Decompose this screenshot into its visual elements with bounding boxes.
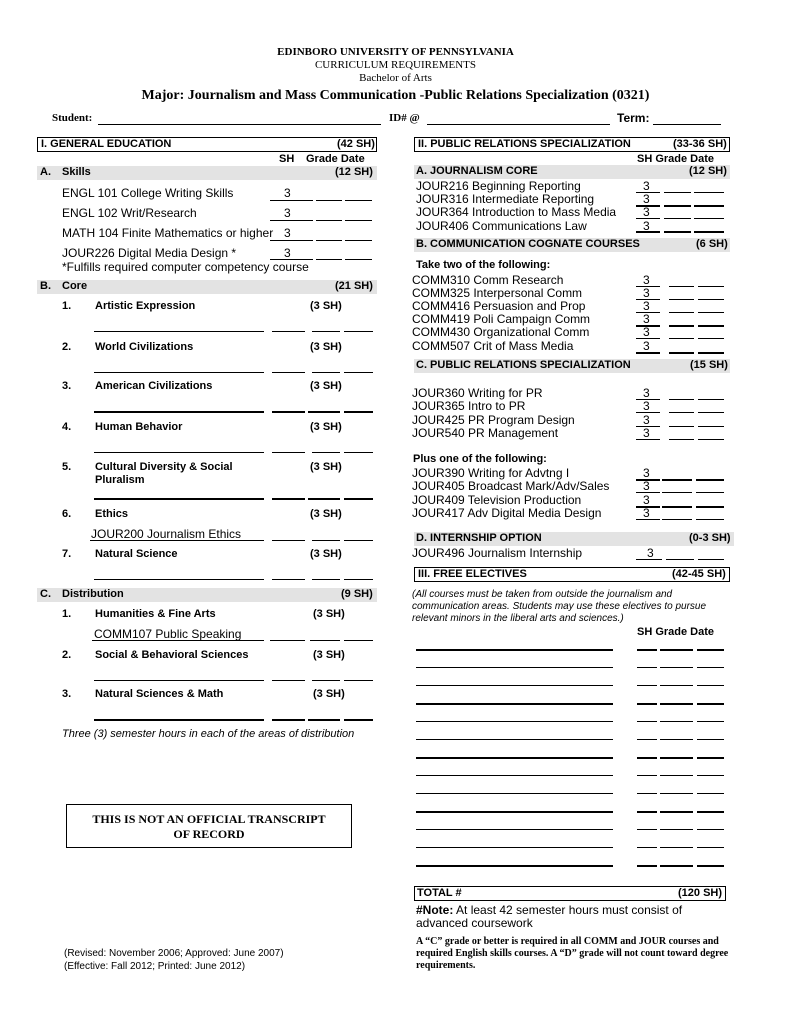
internship-hours: (0-3 SH) [689,532,731,544]
revised-line1: (Revised: November 2006; Approved: June 2007) [64,948,284,959]
skills-course-2: ENGL 102 Writ/Research [62,206,197,220]
cognate-course-3: COMM416 Persuasion and Prop [412,299,586,313]
core-sh-2: (3 SH) [310,341,342,353]
core-sh-3: (3 SH) [310,380,342,392]
pr-option-1: JOUR390 Writing for Advtng I [412,466,570,480]
pr-course-2: JOUR365 Intro to PR [412,399,526,413]
university-name: EDINBORO UNIVERSITY OF PENNSYLVANIA [277,46,514,58]
internship-course: JOUR496 Journalism Internship [412,546,583,560]
document-type: CURRICULUM REQUIREMENTS [314,59,477,71]
pr-option-2: JOUR405 Broadcast Mark/Adv/Sales [412,479,610,493]
skills-sh-1: 3 [284,186,291,200]
skills-sh-3: 3 [284,226,291,240]
elective-entry-line[interactable] [697,739,724,740]
elective-entry-line[interactable] [660,685,693,686]
pr-course-4: JOUR540 PR Management [412,426,559,440]
elective-entry-line[interactable] [660,649,693,651]
pr-option-sh-3: 3 [643,493,650,507]
elective-entry-line[interactable] [416,757,613,759]
student-field[interactable] [98,124,381,125]
electives-note-1: (All courses must be taken from outside the journalism and [412,589,673,600]
core-hours: (21 SH) [335,280,373,292]
grade-note-1: A “C” grade or better is required in all COMM and JOUR courses and [416,936,719,947]
dist-item-3: Natural Sciences & Math [95,688,224,700]
elective-entry-line[interactable] [416,775,613,776]
total-label: TOTAL # [417,887,462,899]
elective-entry-line[interactable] [697,811,724,813]
pr-sh-4: 3 [643,426,650,440]
elective-entry-line[interactable] [660,721,693,722]
dist-sh-2: (3 SH) [313,649,345,661]
student-label: Student: [52,112,93,124]
humanities-course: COMM107 Public Speaking [94,627,242,641]
cognate-course-1: COMM310 Comm Research [412,273,564,287]
distribution-title: Distribution [62,588,124,600]
pr-spec-title: II. PUBLIC RELATIONS SPECIALIZATION [418,138,631,150]
jcore-course-2: JOUR316 Intermediate Reporting [416,192,595,206]
cognate-course-2: COMM325 Interpersonal Comm [412,286,583,300]
elective-entry-line[interactable] [637,865,657,867]
grade-note-2: required English skills courses. A “D” grade will not count toward degree [416,948,729,959]
elective-entry-line[interactable] [416,685,613,686]
cognate-title: B. COMMUNICATION COGNATE COURSES [416,238,640,250]
pr-option-sh-4: 3 [643,506,650,520]
elective-entry-line[interactable] [637,775,657,776]
dist-num-1: 1. [62,608,72,620]
elective-entry-line[interactable] [660,811,693,813]
elective-entry-line[interactable] [697,649,724,651]
pr-course-1: JOUR360 Writing for PR [412,386,543,400]
elective-entry-line[interactable] [637,685,657,686]
elective-entry-line[interactable] [637,739,657,740]
distribution-letter: C. [40,588,51,600]
core-num-3: 3. [62,380,72,392]
gen-ed-hours: (42 SH) [337,138,375,150]
elective-entry-line[interactable] [416,649,613,651]
elective-entry-line[interactable] [660,847,693,848]
elective-entry-line[interactable] [637,757,657,759]
elective-entry-line[interactable] [697,721,724,722]
distribution-hours: (9 SH) [341,588,373,600]
official-note-line1: THIS IS NOT AN OFFICIAL TRANSCRIPT [92,812,326,826]
core-num-4: 4. [62,421,72,433]
core-item-5: Cultural Diversity & Social [95,461,233,473]
pr-option-sh-1: 3 [643,466,650,480]
core-num-7: 7. [62,548,72,560]
core-num-1: 1. [62,300,72,312]
sh-grade-date-col-head: SH Grade Date [637,153,715,165]
cognate-hours: (6 SH) [696,238,728,250]
cognate-course-6: COMM507 Crit of Mass Media [412,339,574,353]
dist-sh-1: (3 SH) [313,608,345,620]
internship-title: D. INTERNSHIP OPTION [416,532,542,544]
pr-option-4: JOUR417 Adv Digital Media Design [412,506,602,520]
elective-entry-line[interactable] [660,865,693,867]
skills-course-1: ENGL 101 College Writing Skills [62,186,234,200]
cognate-course-5: COMM430 Organizational Comm [412,325,590,339]
note-label: #Note: [416,903,454,917]
pr-sh-1: 3 [643,386,650,400]
elective-entry-line[interactable] [637,847,657,848]
internship-sh: 3 [647,546,654,560]
skills-course-3: MATH 104 Finite Mathematics or higher [62,226,274,240]
journalism-core-title: A. JOURNALISM CORE [416,165,538,177]
jcore-sh-1: 3 [643,179,650,193]
cognate-sh-1: 3 [643,273,650,287]
elective-entry-line[interactable] [416,847,613,848]
pr-option-sh-2: 3 [643,479,650,493]
elective-entry-line[interactable] [416,721,613,722]
core-item-7: Natural Science [95,548,178,560]
note-text-2: advanced coursework [416,916,533,930]
id-field[interactable] [427,124,610,125]
elective-entry-line[interactable] [637,811,657,813]
core-num-5: 5. [62,461,72,473]
cognate-sh-6: 3 [643,339,650,353]
cognate-sh-5: 3 [643,325,650,339]
electives-hours: (42-45 SH) [672,568,726,580]
electives-col-head: SH Grade Date [637,626,715,638]
elective-entry-line[interactable] [697,829,724,830]
elective-entry-line[interactable] [416,739,613,740]
major-title: Major: Journalism and Mass Communication -Public Relations Specialization (0321) [141,88,650,103]
id-label: ID# @ [389,112,420,124]
elective-entry-line[interactable] [416,865,613,867]
skills-title: Skills [62,166,91,178]
elective-entry-line[interactable] [637,793,657,794]
skills-hours: (12 SH) [335,166,373,178]
elective-entry-line[interactable] [660,775,693,776]
gen-ed-title: I. GENERAL EDUCATION [41,138,172,150]
electives-note-3: relevant minors in the liberal arts and sciences.) [412,613,624,624]
elective-entry-line[interactable] [697,703,724,705]
cognate-sh-4: 3 [643,312,650,326]
elective-entry-line[interactable] [660,703,693,705]
jcore-sh-4: 3 [643,219,650,233]
skills-sh-2: 3 [284,206,291,220]
pr-sh-2: 3 [643,399,650,413]
jcore-course-1: JOUR216 Beginning Reporting [416,179,581,193]
elective-entry-line[interactable] [660,667,693,668]
pr-spec-hours: (33-36 SH) [673,138,727,150]
electives-note-2: communication areas. Students may use these electives to pursue [412,601,707,612]
elective-entry-line[interactable] [416,829,613,830]
pr-sh-3: 3 [643,413,650,427]
term-field[interactable] [653,124,721,125]
pr-hours: (15 SH) [690,359,728,371]
core-item-1: Artistic Expression [95,300,196,312]
elective-entry-line[interactable] [697,685,724,686]
core-item-3: American Civilizations [95,380,213,392]
elective-entry-line[interactable] [416,811,613,813]
elective-entry-line[interactable] [637,649,657,651]
elective-entry-line[interactable] [660,829,693,830]
core-item-5-line2: Pluralism [95,474,145,486]
jcore-sh-3: 3 [643,205,650,219]
elective-entry-line[interactable] [660,739,693,740]
elective-entry-line[interactable] [697,775,724,776]
pr-option-3: JOUR409 Television Production [412,493,582,507]
skills-sh-4: 3 [284,246,291,260]
core-item-2: World Civilizations [95,341,194,353]
sh-col-head: SH [279,153,295,165]
cognate-intro: Take two of the following: [416,259,551,271]
dist-sh-3: (3 SH) [313,688,345,700]
skills-footnote: *Fulfills required computer competency course [62,260,309,274]
note-text: At least 42 semester hours must consist of [456,903,683,917]
distribution-note: Three (3) semester hours in each of the areas of distribution [62,728,355,740]
elective-entry-line[interactable] [637,829,657,830]
core-num-6: 6. [62,508,72,520]
grade-date-col-head: Grade Date [306,153,365,165]
jcore-course-3: JOUR364 Introduction to Mass Media [416,205,617,219]
pr-plus-one: Plus one of the following: [413,453,547,465]
dist-num-3: 3. [62,688,72,700]
grade-note-3: requirements. [416,960,476,971]
elective-entry-line[interactable] [416,703,613,705]
dist-num-2: 2. [62,649,72,661]
degree: Bachelor of Arts [359,72,432,84]
elective-entry-line[interactable] [697,847,724,848]
core-sh-7: (3 SH) [310,548,342,560]
cognate-sh-2: 3 [643,286,650,300]
elective-entry-line[interactable] [697,667,724,668]
electives-title: III. FREE ELECTIVES [418,568,527,580]
core-item-6: Ethics [95,508,129,520]
cognate-course-4: COMM419 Poli Campaign Comm [412,312,591,326]
elective-entry-line[interactable] [416,793,613,794]
core-shade [37,280,377,294]
elective-entry-line[interactable] [660,757,693,759]
pr-course-3: JOUR425 PR Program Design [412,413,575,427]
skills-course-4: JOUR226 Digital Media Design * [62,246,237,260]
jcore-course-4: JOUR406 Communications Law [416,219,587,233]
dist-item-2: Social & Behavioral Sciences [95,649,249,661]
elective-entry-line[interactable] [697,793,724,794]
revised-line2: (Effective: Fall 2012; Printed: June 2012) [64,961,246,972]
elective-entry-line[interactable] [637,667,657,668]
core-sh-6: (3 SH) [310,508,342,520]
core-sh-4: (3 SH) [310,421,342,433]
core-sh-5: (3 SH) [310,461,342,473]
elective-entry-line[interactable] [637,721,657,722]
journalism-core-hours: (12 SH) [689,165,727,177]
elective-entry-line[interactable] [637,703,657,705]
core-num-2: 2. [62,341,72,353]
term-label: Term: [617,111,650,125]
official-note-line2: OF RECORD [173,827,245,841]
pr-title: C. PUBLIC RELATIONS SPECIALIZATION [416,359,631,371]
total-hours: (120 SH) [678,887,723,899]
dist-item-1: Humanities & Fine Arts [95,608,216,620]
cognate-sh-3: 3 [643,299,650,313]
core-title: Core [62,280,88,292]
elective-entry-line[interactable] [697,757,724,759]
elective-entry-line[interactable] [416,667,613,668]
skills-letter: A. [40,166,51,178]
jcore-sh-2: 3 [643,192,650,206]
elective-entry-line[interactable] [697,865,724,867]
core-sh-1: (3 SH) [310,300,342,312]
ethics-course: JOUR200 Journalism Ethics [91,527,242,541]
core-letter: B. [40,280,51,292]
elective-entry-line[interactable] [660,793,693,794]
core-item-4: Human Behavior [95,421,183,433]
